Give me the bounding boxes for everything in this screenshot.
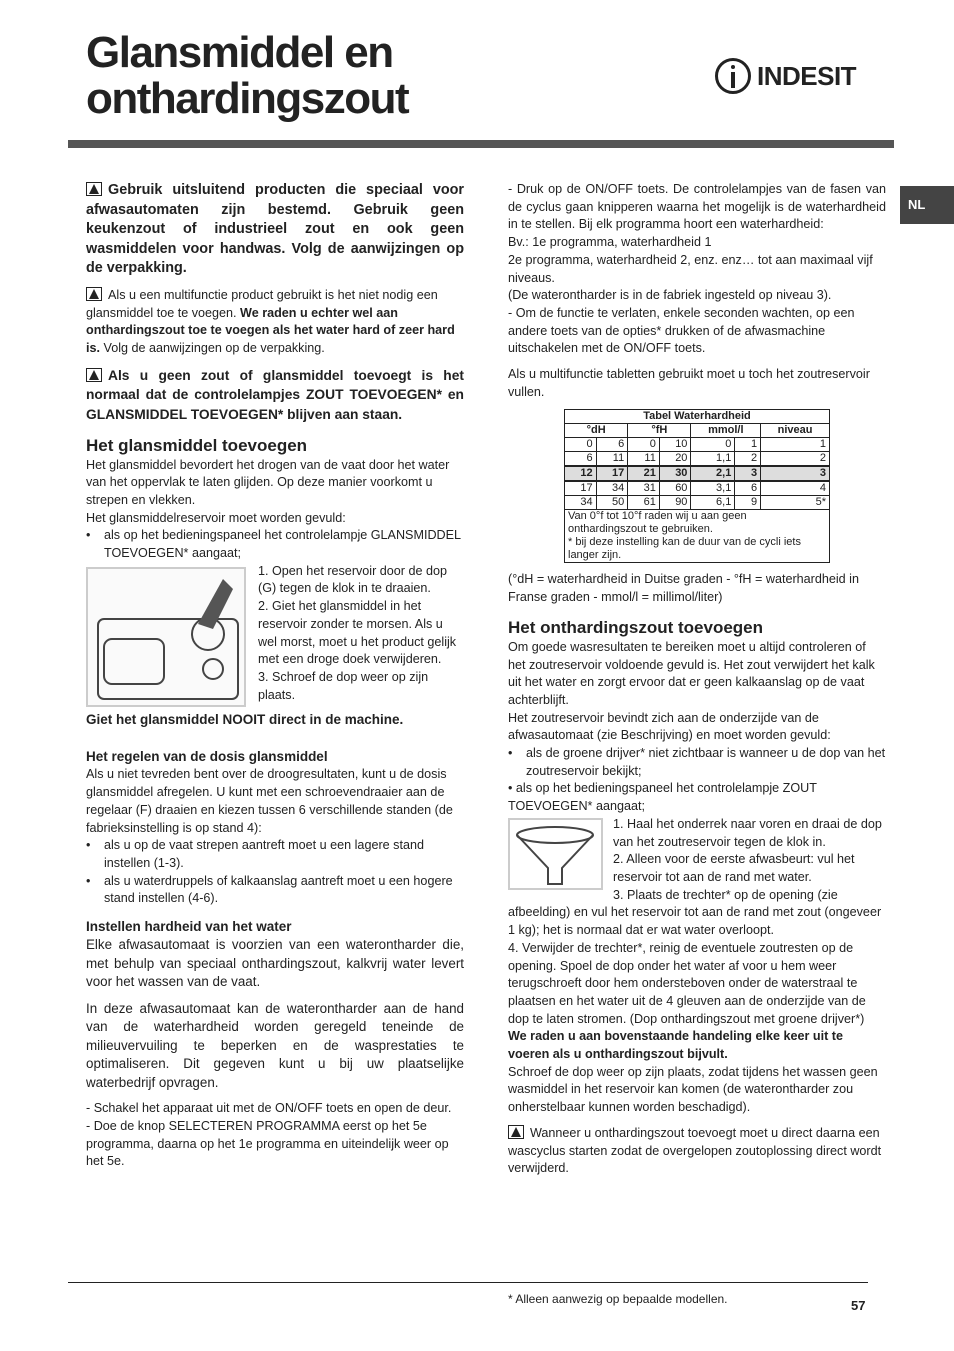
table-cell: 61 [628,496,660,510]
header-divider [68,140,894,148]
table-cell: 5* [761,496,830,510]
table-cell: 90 [659,496,691,510]
right-column: - Druk op de ON/OFF toets. De controlelampjes van de fasen van de cyclus gaan knipperen waarna het mogelijk is de waterhardheid in te stellen. Bij elk programma hoort een waterhardheid: Bv.: 1e programma, waterhardheid 1 2e programma, waterhardheid 2, enz. enz… tot aan maximaal vijf niveaus. (De waterontharder is in de fabriek ingesteld op niveau 3). - Om de functie te verlaten, enkele seconden wachten, op een andere toets van de opties* drukken of de afwasmachine uitschakelen met de ON/OFF toets. Als u multifunctie tabletten gebruikt moet u toch het zoutreservoir vullen. Tabel Waterhardheid °dH °fH mmol/l niveau 0 6 0 10 0 1 1 6 11 11 20 1,1 2 2 12 17 21 30 2,1 3 3 17 34 31 60 3,1 6 4 34 50 61 90 6,1 9 5* Van 0°f tot 10°f raden wij u aan geen onthardingszout te gebruiken. * bij deze instelling kan de duur van de cycli iets langer zijn. (°dH = waterhardheid in Duitse graden - °fH = waterhardheid in Franse graden - mmol/l = millimol/liter) Het onthardingszout toevoegen Om goede wasresultaten te bereiken moet u altijd controleren of het zoutreservoir voldoende gevuld is. Het zout verwijdert het kalk uit het water en zorgt ervoor dat er geen kalkaanslag op de vaat achterblijft. Het zoutreservoir bevindt zich aan de onderzijde van de afwasautomaat (zie Beschrijving) en moet worden gevuld: • als de groene drijver* niet zichtbaar is wanneer u de dop van het zoutreservoir bekijkt; • als op het bedieningspaneel het controlelampje ZOUT TOEVOEGEN* aangaat; 1. Haal het onderrek naar voren en draai de dop van het zoutreservoir tegen de klok in. 2. Alleen voor de eerste afwasbeurt: vul het reservoir tot aan de rand met water. 3. Plaats de trechter* op de opening (zie afbeelding) en vul het reservoir tot aan de rand met zout (ongeveer 1 kg); het is normaal dat er wat water overloopt. 4. Verwijder de trechter*, reinig de eventuele zoutresten op de opening. Spoel de dop onder het water af voor u hem weer terugschroeft door hem ondersteboven onder de waterstraal te plaatsen en het water uit de 4 gleuven aan de onderzijde van de dop te laten stromen. (Dop onthardingszout met groene drijver*) We raden u aan bovenstaande handeling elke keer uit te voeren als u onthardingszout bijvult. Schroef de dop weer op zijn plaats, zodat tijdens het wassen geen wasmiddel in het reservoir kan komen (de waterontharder zou onherstelbaar kunnen worden beschadigd). Wanneer u onthardingszout toevoegt moet u direct daarna een wascyclus starten zodat de overgelopen zoutoplossing direct wordt verwijderd. [508,181,886,1178]
table-cell: 11 [596,452,628,467]
footer-divider [68,1282,868,1283]
table-cell: 2 [761,452,830,467]
table-cell: 0 [628,438,660,452]
section-heading: Het onthardingszout toevoegen [508,617,763,637]
logo-i-icon [715,58,751,94]
indesit-logo: INDESIT [715,58,856,94]
subheading: Instellen hardheid van het water [86,919,292,935]
warning-icon [508,1125,524,1139]
funnel-illustration [508,818,603,890]
table-cell: 9 [735,496,761,510]
subheading: Het regelen van de dosis glansmiddel [86,749,328,765]
table-cell: 6 [596,438,628,452]
table-cell: 60 [659,481,691,496]
table-cell: 17 [565,481,597,496]
table-row [565,466,830,481]
water-hardness-table: Tabel Waterhardheid °dH °fH mmol/l niveau 0 6 0 10 0 1 1 6 11 11 20 1,1 2 2 12 17 21 30 2,1 3 3 17 34 31 60 3,1 6 4 34 50 61 90 6,1 9 5* Van 0°f tot 10°f raden wij u aan geen onthardingszout te gebruiken. * bij deze instelling kan de duur van de cycli iets langer zijn. [564,409,830,563]
table-cell: 21 [628,466,660,481]
table-cell: 34 [596,481,628,496]
dispenser-drawing [88,569,244,705]
warning-icon [86,287,102,301]
table-cell: 30 [659,466,691,481]
table-cell: 4 [761,481,830,496]
warning-icon [86,182,102,196]
left-column: Gebruik uitsluitend producten die speciaal voor afwasautomaten zijn bestemd. Gebruik geen keukenzout of industrieel zout en ook geen wasmiddelen voor handwas. Volg de aanwijzingen op de verpakking. Als u een multifunctie product gebruikt is het niet nodig een glansmiddel toe te voegen. We raden u echter wel aan onthardingszout toe te voegen als het water hard of zeer hard is. Volg de aanwijzingen op de verpakking. Als u geen zout of glansmiddel toevoegt is het normaal dat de controlelampjes ZOUT TOEVOEGEN* en GLANSMIDDEL TOEVOEGEN* blijven aan staan. Het glansmiddel toevoegen Het glansmiddel bevordert het drogen van de vaat door het water van het oppervlak te laten glijden. Op deze manier voorkomt u strepen en vlekken. Het glansmiddelreservoir moet worden gevuld: • als op het bedieningspaneel het controlelampje GLANSMIDDEL TOEVOEGEN* aangaat; 1. Open het reservoir door de dop (G) tegen de klok in te draaien. 2. Giet het glansmiddel in het reservoir zonder te morsen. Als u wel morst, moet u het product gelijk met een droge doek verwijderen. 3. Schroef de dop weer op zijn plaats. Giet het glansmiddel NOOIT direct in de machine. Het regelen van de dosis glansmiddel Als u niet tevreden bent over de droogresultaten, kunt u de dosis glansmiddel afregelen. U kunt met een schroevendraaier aan de regelaar (F) draaien en kiezen tussen 6 verschillende standen (de fabrieksinstelling is op stand 4): • als u op de vaat strepen aantreft moet u een lagere stand instellen (1-3). • als u waterdruppels of kalkaanslag aantreft moet u een hogere stand instellen (4-6). Instellen hardheid van het water Elke afwasautomaat is voorzien van een waterontharder die, met behulp van speciaal onthardingszout, kalkvrij water levert voor het wassen van de vaat. In deze afwasautomaat kan de waterontharder aan de hand van de waterhardheid worden geregeld teneinde de milieuvervuiling te beperken en de wasprestaties te optimaliseren. Dit gegeven kunt u bij uw plaatselijke waterbedrijf opvragen. - Schakel het apparaat uit met de ON/OFF toets en open de deur. - Doe de knop SELECTEREN PROGRAMMA eerst op het 5e programma, daarna op het 1e programma en uiteindelijk weer op het 5e. [86,181,464,1171]
table-cell: 1 [761,438,830,452]
table-cell: 2 [735,452,761,467]
table-cell: 3,1 [691,481,735,496]
page-title: Glansmiddel en onthardingszout [86,28,409,123]
table-cell: 3 [761,466,830,481]
table-cell: 50 [596,496,628,510]
table-cell: 20 [659,452,691,467]
table-cell: 12 [565,466,597,481]
table-cell: 11 [628,452,660,467]
table-cell: 1 [735,438,761,452]
warning-icon [86,368,102,382]
table-cell: 3 [735,466,761,481]
rinse-aid-illustration [86,567,246,707]
language-tab: NL [900,186,954,224]
table-cell: 10 [659,438,691,452]
table-cell: 6 [735,481,761,496]
table-cell: 34 [565,496,597,510]
table-cell: 0 [691,438,735,452]
table-cell: 0 [565,438,597,452]
section-heading: Het glansmiddel toevoegen [86,435,308,455]
table-cell: 1,1 [691,452,735,467]
table-row [565,496,830,510]
footnote: * Alleen aanwezig op bepaalde modellen. [508,1292,728,1306]
warning-text: Gebruik uitsluitend producten die speciaal voor afwasautomaten zijn bestemd. Gebruik geen keukenzout of industrieel zout en ook geen wasmiddelen voor handwas. Volg de aanwijzingen op de verpakking. [86,182,464,277]
table-row [565,452,830,467]
table-cell: 6,1 [691,496,735,510]
table-cell: 31 [628,481,660,496]
table-cell: 2,1 [691,466,735,481]
funnel-drawing [510,820,601,888]
table-row [565,438,830,452]
table-cell: 6 [565,452,597,467]
table-cell: 17 [596,466,628,481]
table-row [565,481,830,496]
page-number: 57 [851,1298,866,1313]
